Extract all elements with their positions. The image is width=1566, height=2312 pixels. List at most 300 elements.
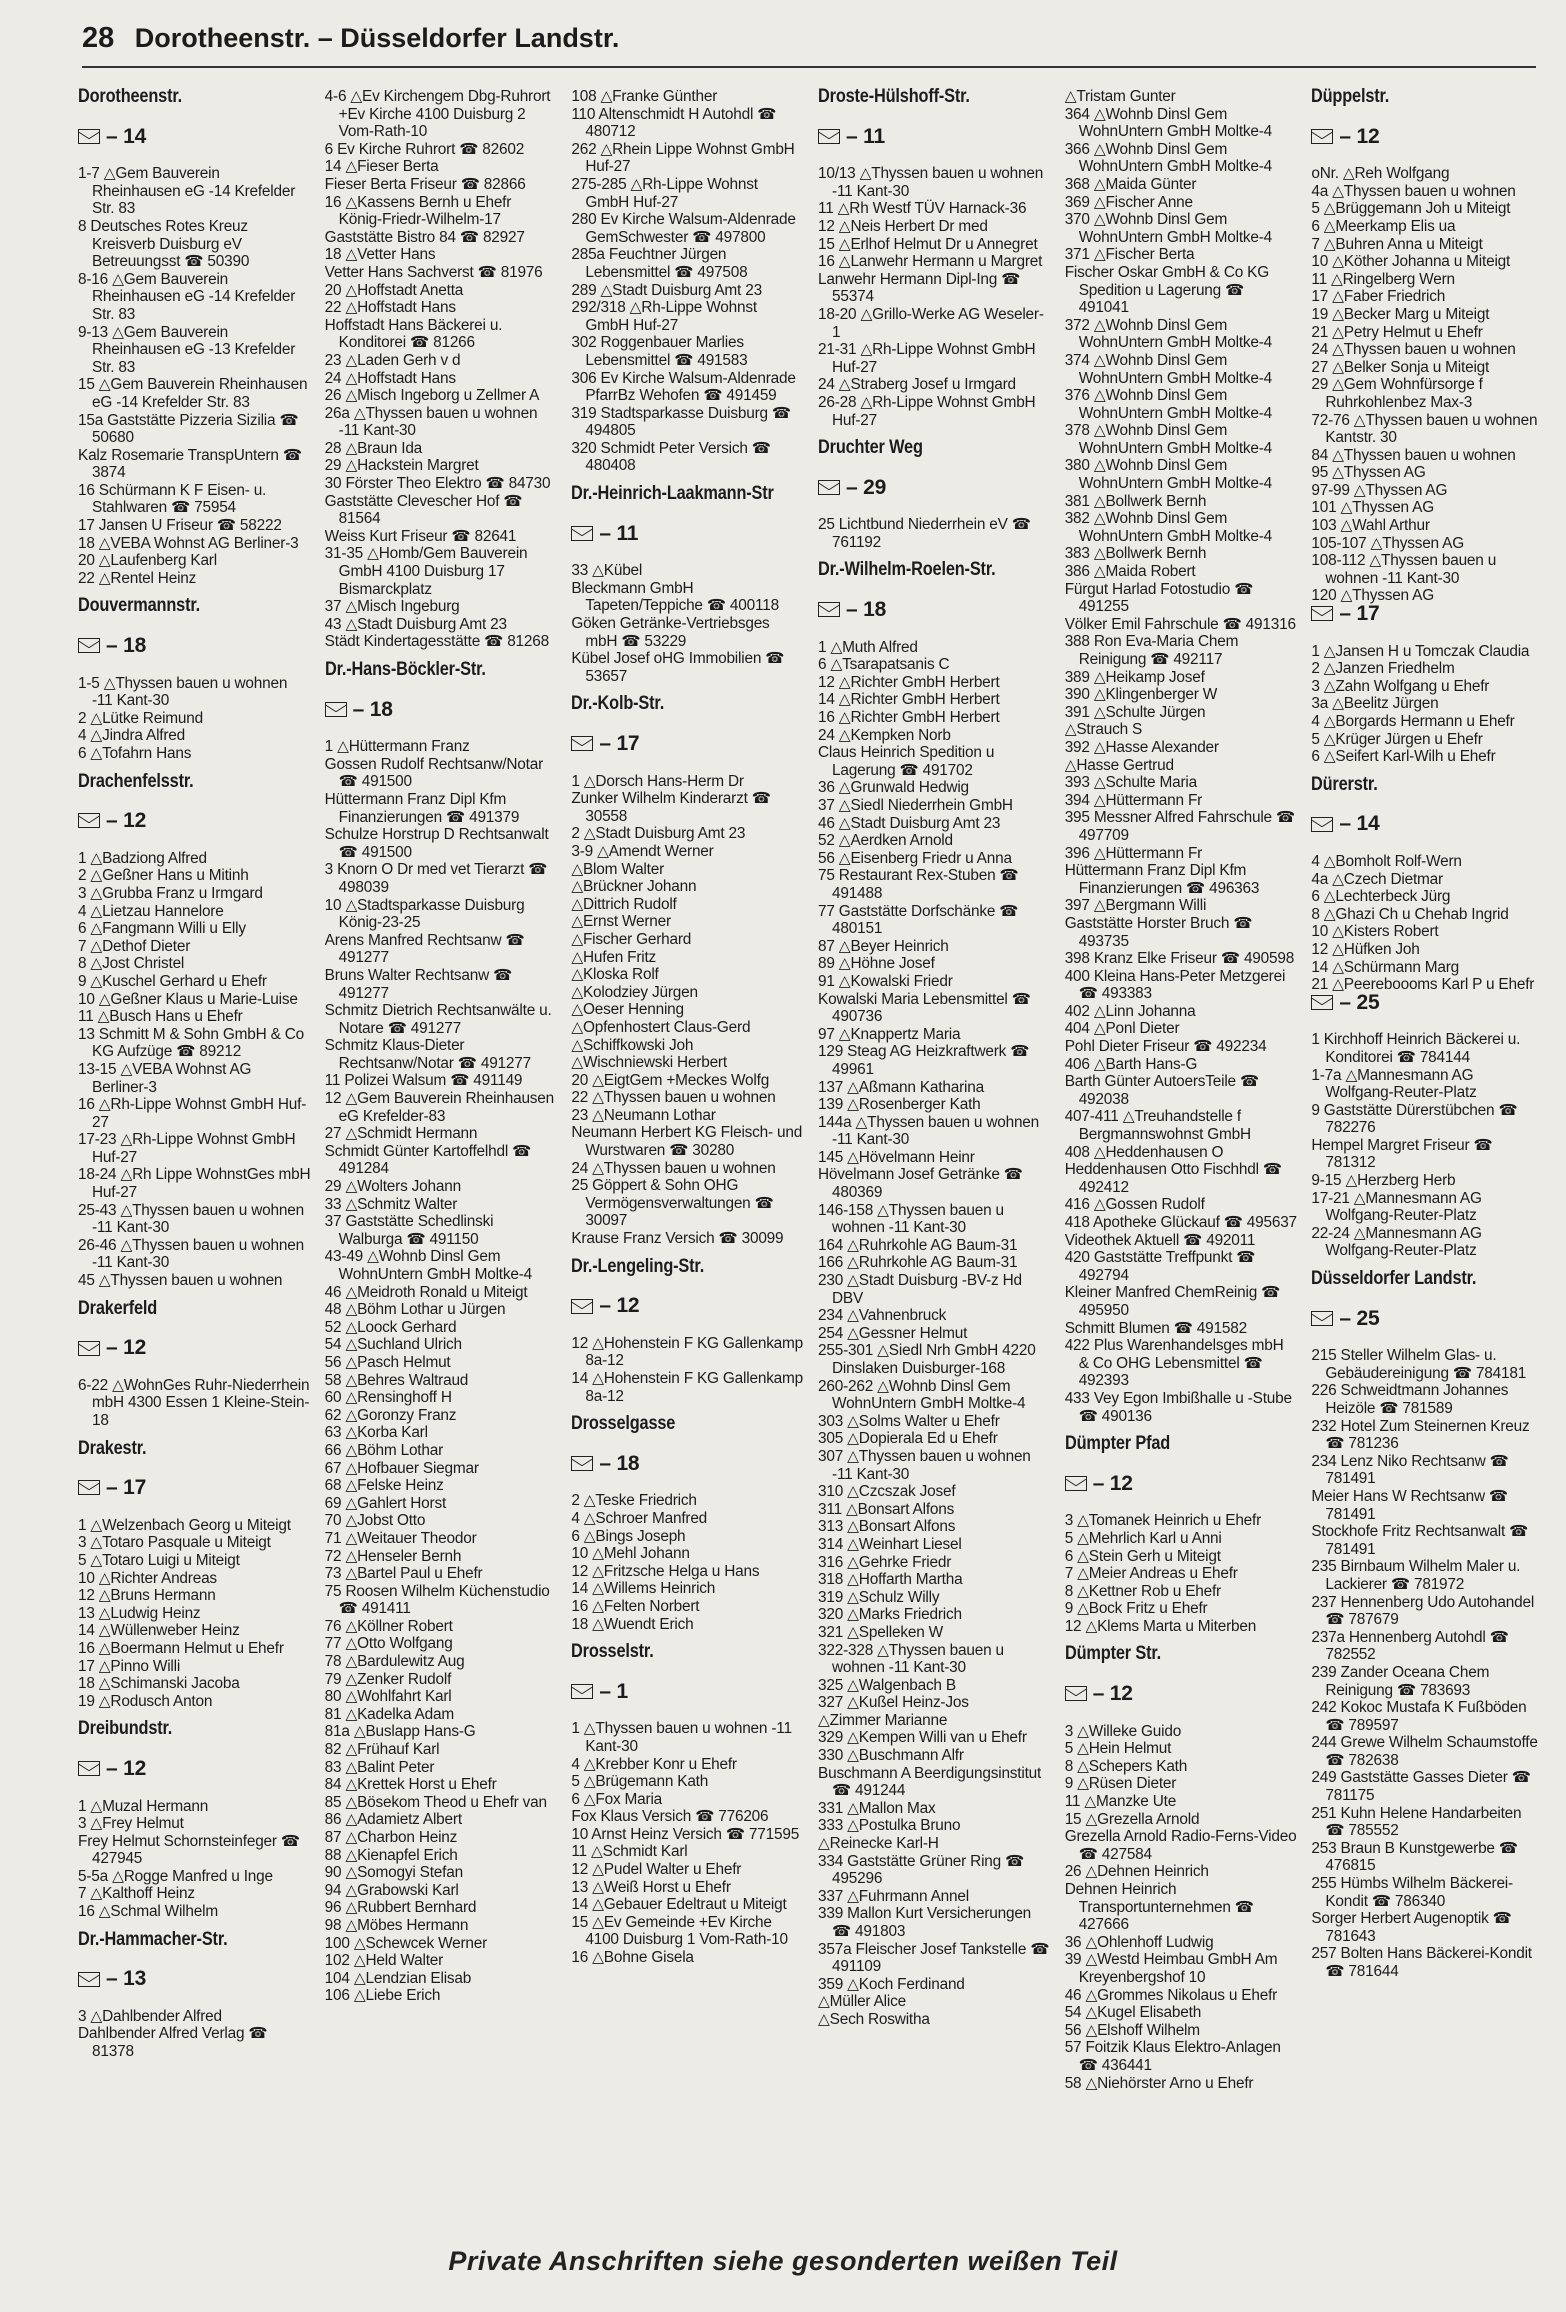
- directory-entry: 18 △Vetter Hans: [324, 246, 436, 264]
- directory-entry: 13-15 △VEBA Wohnst AG Berliner-3: [78, 1060, 252, 1096]
- directory-entry: △Kolodziey Jürgen: [571, 983, 698, 1001]
- directory-entry: △Opfenhostert Claus-Gerd: [571, 1018, 751, 1036]
- envelope-icon: [571, 526, 593, 541]
- street-name: Drosselgasse: [571, 1413, 676, 1435]
- directory-entry: 79 △Zenker Rudolf: [324, 1670, 452, 1688]
- envelope-icon: [78, 813, 100, 828]
- directory-entry: 28 △Braun Ida: [324, 439, 423, 457]
- street-section: [1311, 602, 1544, 766]
- page-header: [82, 22, 1536, 68]
- directory-entry: Claus Heinrich Spedition u Lagerung ☎ 491702: [818, 744, 995, 779]
- envelope-icon: [571, 1684, 593, 1699]
- directory-entry: 24 △Hoffstadt Hans: [324, 369, 456, 387]
- directory-entry: 262 △Rhein Lippe Wohnst GmbH Huf-27: [571, 140, 795, 176]
- directory-entry: 307 △Thyssen bauen u wohnen -11 Kant-30: [818, 1447, 1031, 1483]
- street-section: [1311, 990, 1544, 1260]
- directory-entry: 11 △Ringelberg Wern: [1311, 270, 1455, 288]
- directory-entry: 249 Gaststätte Gasses Dieter ☎ 781175: [1311, 1769, 1531, 1805]
- directory-entry: 14 △Hohenstein F KG Gallenkamp 8a-12: [571, 1370, 804, 1405]
- postal-district: [571, 732, 804, 755]
- directory-entry: 85 △Bösekom Theod u Ehefr van: [324, 1793, 547, 1811]
- envelope-icon: [818, 602, 840, 617]
- directory-entry: 11 △Busch Hans u Ehefr: [78, 1008, 243, 1026]
- directory-entry: 22 △Hoffstadt Hans: [324, 299, 456, 317]
- directory-entry: 5 △Brügemann Kath: [571, 1773, 709, 1791]
- postal-district: [78, 1967, 311, 1991]
- directory-entry: 110 Altenschmidt H Autohdl ☎ 480712: [571, 105, 777, 141]
- street-section: [78, 770, 311, 1290]
- directory-entry: 29 △Hackstein Margret: [324, 457, 479, 475]
- directory-entry: 10/13 △Thyssen bauen u wohnen -11 Kant-30: [818, 165, 1044, 200]
- directory-entry: 20 △EigtGem +Meckes Wolfg: [571, 1071, 770, 1089]
- street-name: Düsseldorfer Landstr.: [1311, 1268, 1477, 1290]
- directory-entry: 320 Schmidt Peter Versich ☎ 480408: [571, 439, 771, 475]
- postal-district-number: – 12: [106, 1336, 147, 1360]
- directory-entry: 3-9 △Amendt Werner: [571, 842, 714, 860]
- directory-entry: 37 Gaststätte Schedlinski Walburga ☎ 491150: [324, 1213, 494, 1248]
- directory-entry: 139 △Rosenberger Kath: [818, 1096, 981, 1114]
- directory-entry: Gaststätte Clevescher Hof ☎ 81564: [324, 492, 523, 528]
- street-section: [1311, 88, 1544, 605]
- directory-entry: 391 △Schulte Jürgen: [1064, 703, 1206, 721]
- directory-entry: 418 Apotheke Glückauf ☎ 495637: [1064, 1214, 1297, 1231]
- directory-entry: 18-20 △Grillo-Werke AG Weseler-1: [818, 305, 1044, 341]
- envelope-icon: [78, 129, 100, 144]
- directory-entry: 26-28 △Rh-Lippe Wohnst GmbH Huf-27: [818, 393, 1036, 429]
- street-section: [818, 561, 1051, 2028]
- directory-entry: 56 △Elshoff Wilhelm: [1064, 2021, 1200, 2039]
- postal-district-number: – 18: [352, 697, 393, 721]
- directory-entry: 26-46 △Thyssen bauen u wohnen -11 Kant-30: [78, 1236, 304, 1272]
- directory-entry: 325 △Walgenbach B: [818, 1676, 956, 1694]
- page-number: 28: [82, 22, 115, 54]
- directory-entry: 313 △Bonsart Alfons: [818, 1518, 956, 1536]
- directory-entry: 330 △Buschmann Alfr: [818, 1747, 964, 1765]
- directory-entry: 215 Steller Wilhelm Glas- u. Gebäudereinigung ☎ 784181: [1311, 1347, 1527, 1382]
- directory-entry: 6-22 △WohnGes Ruhr-Niederrhein mbH 4300 Essen 1 Kleine-Stein-18: [78, 1376, 310, 1429]
- directory-entry: 319 Stadtsparkasse Duisburg ☎ 494805: [571, 404, 791, 440]
- directory-entry: 4a △Czech Dietmar: [1311, 870, 1443, 888]
- directory-entry: 83 △Balint Peter: [324, 1758, 435, 1776]
- directory-entry: 4 △Krebber Konr u Ehefr: [571, 1755, 737, 1773]
- directory-entry: 54 △Kugel Elisabeth: [1064, 2004, 1202, 2022]
- directory-entry: 289 △Stadt Duisburg Amt 23: [571, 281, 762, 299]
- directory-entry: 12 △Richter GmbH Herbert: [818, 673, 1000, 691]
- directory-entry: 237a Hennenberg Autohdl ☎ 782552: [1311, 1628, 1509, 1664]
- directory-entry: 6 △Tofahrn Hans: [78, 745, 192, 762]
- directory-entry: 374 △Wohnb Dinsl Gem WohnUntern GmbH Moltke-4: [1064, 351, 1273, 387]
- directory-entry: 129 Steag AG Heizkraftwerk ☎ 49961: [818, 1043, 1030, 1078]
- envelope-icon: [1311, 817, 1333, 832]
- directory-entry: 103 △Wahl Arthur: [1311, 517, 1430, 535]
- directory-entry: Hoffstadt Hans Bäckerei u. Konditorei ☎ 81266: [324, 316, 503, 352]
- directory-entry: 3 △Tomanek Heinrich u Ehefr: [1064, 1512, 1262, 1530]
- directory-entry: 322-328 △Thyssen bauen u wohnen -11 Kant-30: [818, 1641, 1004, 1677]
- envelope-icon: [1311, 129, 1333, 144]
- directory-entry: △Tristam Gunter: [1064, 88, 1176, 105]
- directory-entry: 29 △Gem Wohnfürsorge f Ruhrkohlenbez Max-3: [1311, 376, 1483, 411]
- directory-entry: 316 △Gehrke Friedr: [818, 1553, 952, 1571]
- postal-district: [1311, 812, 1544, 836]
- directory-entry: Schmidt Günter Kartoffelhdl ☎ 491284: [324, 1142, 532, 1178]
- directory-entry: 314 △Weinhart Liesel: [818, 1535, 962, 1553]
- directory-entry: 378 △Wohnb Dinsl Gem WohnUntern GmbH Moltke-4: [1064, 422, 1273, 457]
- directory-entry: 19 △Becker Marg u Miteigt: [1311, 305, 1490, 323]
- directory-entry: 383 △Bollwerk Bernh: [1064, 545, 1207, 563]
- directory-entry: 63 △Korba Karl: [324, 1424, 428, 1442]
- directory-entry: 3 △Willeke Guido: [1064, 1722, 1182, 1740]
- directory-entry: 81 △Kadelka Adam: [324, 1705, 454, 1723]
- directory-entry: 9-13 △Gem Bauverein Rheinhausen eG -13 Krefelder Str. 83: [78, 323, 296, 376]
- directory-columns: [78, 88, 1544, 2228]
- directory-entry: 14 △Gebauer Edeltraut u Miteigt: [571, 1896, 787, 1914]
- directory-entry: 45 △Thyssen bauen u wohnen: [78, 1272, 283, 1290]
- directory-entry: Fischer Oskar GmbH & Co KG Spedition u Lagerung ☎ 491041: [1064, 263, 1270, 317]
- directory-entry: 25-43 △Thyssen bauen u wohnen -11 Kant-30: [78, 1201, 304, 1237]
- directory-entry: 69 △Gahlert Horst: [324, 1494, 447, 1512]
- directory-entry: Neumann Herbert KG Fleisch- und Wurstwaren ☎ 30280: [571, 1124, 803, 1160]
- directory-entry: 394 △Hüttermann Fr: [1064, 791, 1203, 809]
- street-section: [1311, 1270, 1544, 1981]
- envelope-icon: [571, 1299, 593, 1314]
- directory-entry: 15 △Grezella Arnold: [1064, 1810, 1200, 1828]
- directory-entry: 19 △Rodusch Anton: [78, 1692, 213, 1710]
- directory-column: [571, 88, 804, 2228]
- directory-entry: 3a △Beelitz Jürgen: [1311, 695, 1439, 713]
- directory-entry: 52 △Loock Gerhard: [324, 1318, 457, 1336]
- directory-entry: 36 △Ohlenhoff Ludwig: [1064, 1933, 1214, 1951]
- directory-entry: Kalz Rosemarie TranspUntern ☎ 3874: [78, 446, 302, 482]
- directory-entry: 257 Bolten Hans Bäckerei-Kondit ☎ 781644: [1311, 1945, 1532, 1980]
- directory-entry: 237 Hennenberg Udo Autohandel ☎ 787679: [1311, 1593, 1535, 1629]
- directory-entry: 311 △Bonsart Alfons: [818, 1500, 955, 1518]
- directory-entry: 3 △Zahn Wolfgang u Ehefr: [1311, 677, 1490, 695]
- directory-entry: 376 △Wohnb Dinsl Gem WohnUntern GmbH Moltke-4: [1064, 387, 1273, 422]
- directory-entry: 381 △Bollwerk Bernh: [1064, 492, 1207, 510]
- directory-entry: 146-158 △Thyssen bauen u wohnen -11 Kant-30: [818, 1201, 1004, 1237]
- directory-entry: 11 Polizei Walsum ☎ 491149: [324, 1072, 523, 1090]
- directory-entry: 104 △Lendzian Elisab: [324, 1969, 472, 1987]
- street-name: Drachenfelsstr.: [78, 770, 194, 792]
- directory-entry: 11 △Schmidt Karl: [571, 1843, 688, 1861]
- directory-entry: 9 △Bock Fritz u Ehefr: [1064, 1600, 1208, 1618]
- directory-entry: 36 △Grunwald Hedwig: [818, 779, 969, 797]
- directory-entry: 31-35 △Homb/Gem Bauverein GmbH 4100 Duisburg 17 Bismarckplatz: [324, 545, 528, 598]
- directory-entry: 12 △Hohenstein F KG Gallenkamp 8a-12: [571, 1334, 804, 1370]
- directory-entry: 10 Arnst Heinz Versich ☎ 771595: [571, 1825, 800, 1843]
- envelope-icon: [818, 129, 840, 144]
- directory-entry: Hüttermann Franz Dipl Kfm Finanzierungen ☎ 496363: [1064, 862, 1260, 897]
- directory-entry: 14 △Schürmann Marg: [1311, 958, 1460, 976]
- postal-district: [325, 697, 558, 721]
- street-section: [78, 1437, 311, 1711]
- directory-entry: 235 Birnbaum Wilhelm Maler u. Lackierer ☎ 781972: [1311, 1558, 1521, 1593]
- postal-district: [1311, 1306, 1544, 1330]
- directory-entry: 10 △Kisters Robert: [1311, 923, 1439, 941]
- directory-entry: 1 △Welzenbach Georg u Miteigt: [78, 1516, 291, 1534]
- street-section: [818, 88, 1051, 429]
- directory-entry: 21-31 △Rh-Lippe Wohnst GmbH Huf-27: [818, 341, 1036, 376]
- directory-entry: 395 Messner Alfred Fahrschule ☎ 497709: [1064, 809, 1295, 844]
- directory-entry: 52 △Aerdken Arnold: [818, 832, 953, 850]
- directory-entry: 3 △Totaro Pasquale u Miteigt: [78, 1534, 271, 1552]
- directory-entry: 15 △Erlhof Helmut Dr u Annegret: [818, 235, 1038, 253]
- directory-entry: 280 Ev Kirche Walsum-Aldenrade GemSchwester ☎ 497800: [571, 211, 796, 246]
- directory-entry: 407-411 △Treuhandstelle f Bergmannswohnst GmbH: [1064, 1108, 1251, 1144]
- page-footer: Private Anschriften siehe gesonderten weißen Teil: [448, 2246, 1118, 2276]
- directory-entry: 20 △Hoffstadt Anetta: [324, 281, 464, 299]
- directory-entry: 33 △Schmitz Walter: [324, 1195, 458, 1213]
- directory-entry: 4 △Bomholt Rolf-Wern: [1311, 852, 1462, 870]
- street-name: Dr.-Heinrich-Laakmann-Str: [571, 483, 775, 505]
- directory-entry: Hüttermann Franz Dipl Kfm Finanzierungen ☎ 491379: [324, 790, 520, 826]
- directory-entry: 306 Ev Kirche Walsum-Aldenrade PfarrBz Wehofen ☎ 491459: [571, 369, 796, 405]
- directory-entry: 62 △Goronzy Franz: [324, 1406, 457, 1424]
- directory-entry: 396 △Hüttermann Fr: [1064, 844, 1203, 862]
- directory-entry: 3 △Dahlbender Alfred: [78, 2007, 222, 2025]
- directory-entry: 4 △Borgards Hermann u Ehefr: [1311, 713, 1515, 730]
- directory-entry: 7 △Dethof Dieter: [78, 937, 191, 955]
- street-section: [571, 485, 804, 685]
- directory-entry: 1-5 △Thyssen bauen u wohnen -11 Kant-30: [78, 674, 288, 710]
- postal-district: [818, 598, 1051, 622]
- postal-district: [1065, 1682, 1298, 1706]
- street-name: Düppelstr.: [1311, 88, 1390, 107]
- envelope-icon: [78, 1972, 100, 1987]
- directory-entry: 11 △Manzke Ute: [1064, 1793, 1177, 1811]
- directory-entry: 46 △Meidroth Ronald u Miteigt: [324, 1283, 528, 1301]
- directory-entry: 22 △Thyssen bauen u wohnen: [571, 1089, 776, 1107]
- directory-entry: 386 △Maida Robert: [1064, 563, 1196, 581]
- directory-entry: 24 △Straberg Josef u Irmgard: [818, 376, 1016, 394]
- directory-entry: 366 △Wohnb Dinsl Gem WohnUntern GmbH Moltke-4: [1064, 140, 1273, 176]
- directory-entry: 24 △Thyssen bauen u wohnen: [1311, 341, 1516, 359]
- directory-entry: Kleiner Manfred ChemReinig ☎ 495950: [1064, 1284, 1281, 1319]
- directory-entry: Grezella Arnold Radio-Ferns-Video ☎ 427584: [1064, 1828, 1297, 1863]
- directory-entry: 234 △Vahnenbruck: [818, 1307, 947, 1325]
- directory-entry: Barth Günter AutoersTeile ☎ 492038: [1064, 1073, 1259, 1108]
- directory-entry: △Hufen Fritz: [571, 948, 657, 966]
- postal-district: [78, 124, 311, 148]
- directory-entry: 368 △Maida Günter: [1064, 175, 1197, 193]
- directory-entry: 398 Kranz Elke Friseur ☎ 490598: [1064, 950, 1295, 968]
- directory-entry: 77 △Otto Wolfgang: [324, 1635, 453, 1653]
- directory-entry: 73 △Bartel Paul u Ehefr: [324, 1565, 483, 1583]
- directory-entry: 6 △Tsarapatsanis C: [818, 656, 950, 674]
- directory-entry: 1 △Jansen H u Tomczak Claudia: [1311, 642, 1530, 660]
- street-section: [78, 1928, 311, 2061]
- directory-entry: 14 △Wüllenweber Heinz: [78, 1622, 240, 1640]
- directory-entry: 255-301 △Siedl Nrh GmbH 4220 Dinslaken Duisburger-168: [818, 1342, 1036, 1377]
- directory-entry: 21 △Peereboooms Karl P u Ehefr: [1311, 976, 1535, 994]
- directory-entry: 144a △Thyssen bauen u wohnen -11 Kant-30: [818, 1113, 1040, 1149]
- directory-entry: 56 △Pasch Helmut: [324, 1353, 451, 1371]
- street-section: [78, 88, 311, 587]
- directory-entry: 77 Gaststätte Dorfschänke ☎ 480151: [818, 902, 1019, 938]
- directory-entry: 404 △Ponl Dieter: [1064, 1020, 1180, 1038]
- directory-entry: 18 △Schimanski Jacoba: [78, 1675, 240, 1693]
- directory-entry: 4 △Schroer Manfred: [571, 1509, 708, 1527]
- directory-entry: 1-7a △Mannesmann AG Wolfgang-Reuter-Platz: [1311, 1066, 1477, 1102]
- directory-entry: 29 △Wolters Johann: [324, 1178, 461, 1196]
- directory-entry: 5 △Krüger Jürgen u Ehefr: [1311, 730, 1483, 748]
- envelope-icon: [78, 1341, 100, 1356]
- street-name: Dümpter Pfad: [1064, 1433, 1170, 1455]
- directory-entry: 3 Knorn O Dr med vet Tierarzt ☎ 498039: [324, 861, 548, 896]
- directory-entry: 75 Restaurant Rex-Stuben ☎ 491488: [818, 867, 1019, 902]
- directory-entry: △Kloska Rolf: [571, 966, 659, 984]
- directory-entry: 2 △Janzen Friedhelm: [1311, 660, 1455, 678]
- directory-column: [818, 88, 1051, 2228]
- directory-entry: 10 △Richter Andreas: [78, 1569, 217, 1587]
- postal-district-number: – 1: [599, 1679, 628, 1703]
- directory-entry: 13 △Ludwig Heinz: [78, 1604, 201, 1622]
- directory-entry: 102 △Held Walter: [324, 1952, 444, 1970]
- postal-district: [1311, 990, 1544, 1014]
- directory-column: [325, 88, 558, 2228]
- directory-entry: 319 △Schulz Willy: [818, 1588, 940, 1606]
- street-name: Drakestr.: [78, 1437, 147, 1459]
- directory-entry: △Strauch S: [1064, 721, 1143, 739]
- directory-entry: 2 △Geßner Hans u Mitinh: [78, 867, 249, 885]
- directory-entry: 17-23 △Rh-Lippe Wohnst GmbH Huf-27: [78, 1131, 296, 1166]
- directory-entry: 1 △Dorsch Hans-Herm Dr: [571, 772, 744, 790]
- street-name: Dürerstr.: [1311, 773, 1378, 795]
- directory-entry: 26 △Misch Ingeborg u Zellmer A: [324, 387, 540, 405]
- directory-entry: 370 △Wohnb Dinsl Gem WohnUntern GmbH Moltke-4: [1064, 211, 1273, 246]
- directory-entry: Stockhofe Fritz Rechtsanwalt ☎ 781491: [1311, 1523, 1529, 1558]
- postal-district-number: – 12: [106, 1756, 147, 1780]
- directory-entry: 8 △Schepers Kath: [1064, 1757, 1188, 1775]
- postal-district: [1065, 1471, 1298, 1495]
- directory-entry: 4a △Thyssen bauen u wohnen: [1311, 182, 1516, 200]
- directory-entry: 303 △Solms Walter u Ehefr: [818, 1412, 1000, 1430]
- directory-entry: 46 △Grommes Nikolaus u Ehefr: [1064, 1986, 1278, 2004]
- directory-entry: 9 △Kuschel Gerhard u Ehefr: [78, 972, 267, 990]
- postal-district: [818, 475, 1051, 499]
- envelope-icon: [818, 480, 840, 495]
- postal-district: [571, 521, 804, 545]
- directory-entry: 20 △Laufenberg Karl: [78, 552, 217, 570]
- directory-entry: 357a Fleischer Josef Tankstelle ☎ 491109: [818, 1940, 1050, 1976]
- street-section: [1311, 773, 1544, 994]
- postal-district: [571, 1294, 804, 1318]
- directory-entry: 27 △Belker Sonja u Miteigt: [1311, 358, 1490, 376]
- directory-entry: △Reinecke Karl-H: [818, 1835, 939, 1853]
- directory-entry: 369 △Fischer Anne: [1064, 193, 1193, 211]
- directory-entry: Kowalski Maria Lebensmittel ☎ 490736: [818, 990, 1031, 1026]
- directory-entry: 408 △Heddenhausen O: [1064, 1143, 1224, 1161]
- directory-entry: 285a Feuchtner Jürgen Lebensmittel ☎ 497508: [571, 246, 748, 281]
- directory-entry: Gaststätte Bistro 84 ☎ 82927: [324, 228, 525, 246]
- directory-entry: 416 △Gossen Rudolf: [1064, 1196, 1205, 1214]
- directory-entry: 16 △Kassens Bernh u Ehefr König-Friedr-Wilhelm-17: [324, 193, 512, 229]
- street-name: Dr.-Hammacher-Str.: [78, 1928, 228, 1950]
- postal-district-number: – 14: [106, 124, 147, 148]
- street-name: Douvermannstr.: [78, 595, 200, 617]
- street-section: [78, 597, 311, 762]
- directory-entry: Zunker Wilhelm Kinderarzt ☎ 30558: [571, 790, 771, 825]
- directory-entry: 422 Plus Warenhandelsges mbH & Co OHG Lebensmittel ☎ 492393: [1064, 1337, 1284, 1390]
- directory-entry: 23 △Neumann Lothar: [571, 1106, 716, 1124]
- directory-entry: △Wischniewski Herbert: [571, 1054, 727, 1072]
- directory-entry: △Oeser Henning: [571, 1001, 684, 1019]
- directory-column: [78, 88, 311, 2228]
- directory-entry: 4 △Lietzau Hannelore: [78, 902, 224, 920]
- directory-entry: 89 △Höhne Josef: [818, 955, 935, 973]
- directory-entry: 5 △Brüggemann Joh u Miteigt: [1311, 200, 1511, 218]
- directory-entry: 27 △Schmidt Hermann: [324, 1125, 478, 1143]
- directory-entry: 24 △Kempken Norb: [818, 726, 951, 744]
- directory-entry: 15 △Ev Gemeinde +Ev Kirche 4100 Duisburg 1 Vom-Rath-10: [571, 1913, 788, 1949]
- postal-district-number: – 12: [1339, 124, 1380, 148]
- directory-entry: 371 △Fischer Berta: [1064, 246, 1195, 264]
- directory-entry: 334 Gaststätte Grüner Ring ☎ 495296: [818, 1852, 1025, 1888]
- street-section: [325, 88, 558, 651]
- postal-district-number: – 12: [1092, 1682, 1133, 1706]
- directory-entry: 10 △Geßner Klaus u Marie-Luise: [78, 990, 298, 1008]
- directory-entry: 337 △Fuhrmann Annel: [818, 1887, 969, 1905]
- directory-entry: 97 △Knappertz Maria: [818, 1025, 961, 1043]
- directory-entry: 48 △Böhm Lothar u Jürgen: [324, 1301, 506, 1319]
- postal-district-number: – 29: [846, 475, 887, 499]
- postal-district-number: – 17: [106, 1476, 147, 1500]
- directory-entry: 56 △Eisenberg Friedr u Anna: [818, 849, 1012, 867]
- directory-entry: 87 △Beyer Heinrich: [818, 937, 949, 955]
- directory-entry: 14 △Richter GmbH Herbert: [818, 691, 1000, 709]
- directory-entry: 37 △Misch Ingeburg: [324, 598, 460, 616]
- directory-entry: 72-76 △Thyssen bauen u wohnen Kantstr. 30: [1311, 411, 1538, 447]
- directory-entry: 244 Grewe Wilhelm Schaumstoffe ☎ 782638: [1311, 1734, 1538, 1769]
- directory-entry: 25 Göppert & Sohn OHG Vermögensverwaltungen ☎ 30097: [571, 1177, 774, 1230]
- directory-entry: 5-5a △Rogge Manfred u Inge: [78, 1867, 273, 1885]
- directory-entry: 2 △Teske Friedrich: [571, 1492, 697, 1510]
- directory-entry: 108 △Franke Günther: [571, 88, 718, 105]
- directory-entry: 2 △Lütke Reimund: [78, 709, 203, 727]
- directory-entry: 5 △Hein Helmut: [1064, 1740, 1172, 1758]
- directory-entry: 12 △Neis Herbert Dr med: [818, 217, 988, 235]
- directory-entry: △Schiffkowski Joh: [571, 1036, 694, 1054]
- street-section: [1065, 1645, 1298, 2092]
- directory-entry: 30 Förster Theo Elektro ☎ 84730: [324, 475, 551, 493]
- directory-entry: 388 Ron Eva-Maria Chem Reinigung ☎ 492117: [1064, 633, 1239, 668]
- directory-entry: Fox Klaus Versich ☎ 776206: [571, 1808, 769, 1826]
- directory-entry: 164 △Ruhrkohle AG Baum-31: [818, 1236, 1018, 1254]
- directory-entry: 320 △Marks Friedrich: [818, 1606, 962, 1624]
- directory-entry: 234 Lenz Niko Rechtsanw ☎ 781491: [1311, 1452, 1509, 1488]
- street-name: Dr.-Kolb-Str.: [571, 693, 665, 715]
- directory-entry: 80 △Wohlfahrt Karl: [324, 1688, 452, 1706]
- directory-entry: 82 △Frühauf Karl: [324, 1741, 440, 1759]
- directory-entry: 339 Mallon Kurt Versicherungen ☎ 491803: [818, 1905, 1032, 1940]
- postal-district: [78, 809, 311, 833]
- directory-entry: 3 △Grubba Franz u Irmgard: [78, 884, 263, 902]
- directory-entry: Schmitt Blumen ☎ 491582: [1064, 1319, 1247, 1337]
- directory-entry: 17 Jansen U Friseur ☎ 58222: [78, 517, 282, 535]
- directory-entry: 18-24 △Rh Lippe WohnstGes mbH Huf-27: [78, 1166, 311, 1202]
- directory-entry: 12 △Hüfken Joh: [1311, 940, 1420, 958]
- envelope-icon: [1065, 1686, 1087, 1701]
- directory-entry: △Brückner Johann: [571, 878, 697, 896]
- street-section: [818, 439, 1051, 551]
- directory-entry: 230 △Stadt Duisburg -BV-z Hd DBV: [818, 1272, 1022, 1307]
- directory-entry: Vetter Hans Sachverst ☎ 81976: [324, 263, 543, 281]
- street-name: Drosselstr.: [571, 1641, 654, 1663]
- directory-entry: 302 Roggenbauer Marlies Lebensmittel ☎ 491583: [571, 334, 748, 369]
- directory-entry: 1 △Muzal Hermann: [78, 1797, 209, 1815]
- directory-entry: Krause Franz Versich ☎ 30099: [571, 1230, 784, 1248]
- directory-entry: 260-262 △Wohnb Dinsl Gem WohnUntern GmbH Moltke-4: [818, 1377, 1026, 1413]
